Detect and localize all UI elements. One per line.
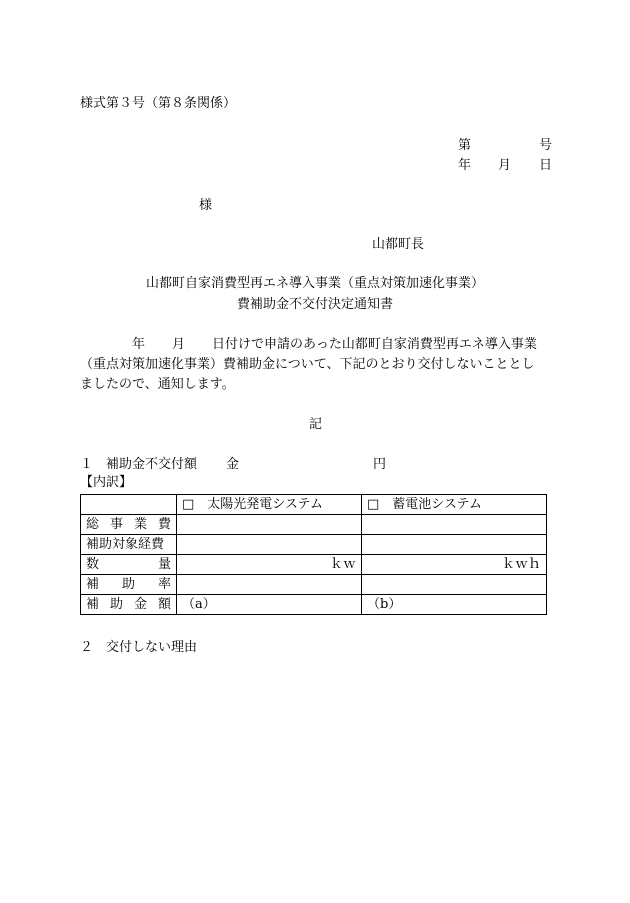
ref-dai: 第 (458, 138, 472, 153)
addressee-sama: 様 (199, 198, 213, 213)
total-cost-solar[interactable] (177, 515, 362, 535)
date-month: 月 (498, 158, 512, 173)
item1-number: １ (80, 457, 94, 472)
row-label-total-cost: 総 事 業 費 (81, 515, 177, 535)
subsidy-rate-solar[interactable] (177, 575, 362, 595)
sender: 山都町長 (372, 237, 425, 252)
table-header-row (81, 495, 547, 515)
header-empty-cell (81, 495, 177, 515)
item1-label: 補助金不交付額 (106, 457, 198, 472)
body-line3: ましたので、通知します。 (80, 377, 235, 392)
item1-yen: 円 (373, 457, 387, 472)
table-row (81, 575, 547, 595)
table-row (81, 515, 547, 535)
row-label-eligible-cost: 補助対象経費 (81, 535, 177, 555)
body-line1: 日付けで申請のあった山都町自家消費型再エネ導入事業 (212, 337, 537, 352)
ref-go: 号 (539, 138, 553, 153)
table-row (81, 595, 547, 615)
doc-title-line1: 山都町自家消費型再エネ導入事業（重点対策加速化事業） (145, 276, 484, 291)
quantity-solar-unit[interactable]: ｋｗ (177, 555, 362, 575)
breakdown-label: 【内訳】 (80, 475, 133, 490)
date-year: 年 (458, 158, 472, 173)
body-line2: （重点対策加速化事業）費補助金について、下記のとおり交付しないこととし (80, 357, 535, 372)
doc-title-line2: 費補助金不交付決定通知書 (236, 297, 393, 312)
eligible-cost-battery[interactable] (362, 535, 547, 555)
subsidy-rate-battery[interactable] (362, 575, 547, 595)
battery-checkbox-label[interactable]: □ 蓄電池システム (362, 495, 547, 515)
subsidy-amount-solar[interactable]: （a） (177, 595, 362, 615)
table-row (81, 555, 547, 575)
item2-label: 交付しない理由 (106, 640, 198, 655)
solar-checkbox-label[interactable]: □ 太陽光発電システム (177, 495, 362, 515)
total-cost-battery[interactable] (362, 515, 547, 535)
item2-number: ２ (80, 640, 94, 655)
date-day: 日 (539, 158, 553, 173)
item1-kin: 金 (226, 457, 240, 472)
row-label-quantity: 数 量 (81, 555, 177, 575)
ki-heading: 記 (309, 417, 323, 432)
subsidy-amount-battery[interactable]: （b） (362, 595, 547, 615)
body-month: 月 (172, 337, 186, 352)
quantity-battery-unit[interactable]: ｋｗｈ (362, 555, 547, 575)
table-row (81, 535, 547, 555)
body-year: 年 (132, 337, 146, 352)
row-label-subsidy-amount: 補 助 金 額 (81, 595, 177, 615)
eligible-cost-solar[interactable] (177, 535, 362, 555)
row-label-subsidy-rate: 補 助 率 (81, 575, 177, 595)
form-number: 様式第３号（第８条関係） (80, 96, 237, 111)
breakdown-table (80, 494, 547, 615)
